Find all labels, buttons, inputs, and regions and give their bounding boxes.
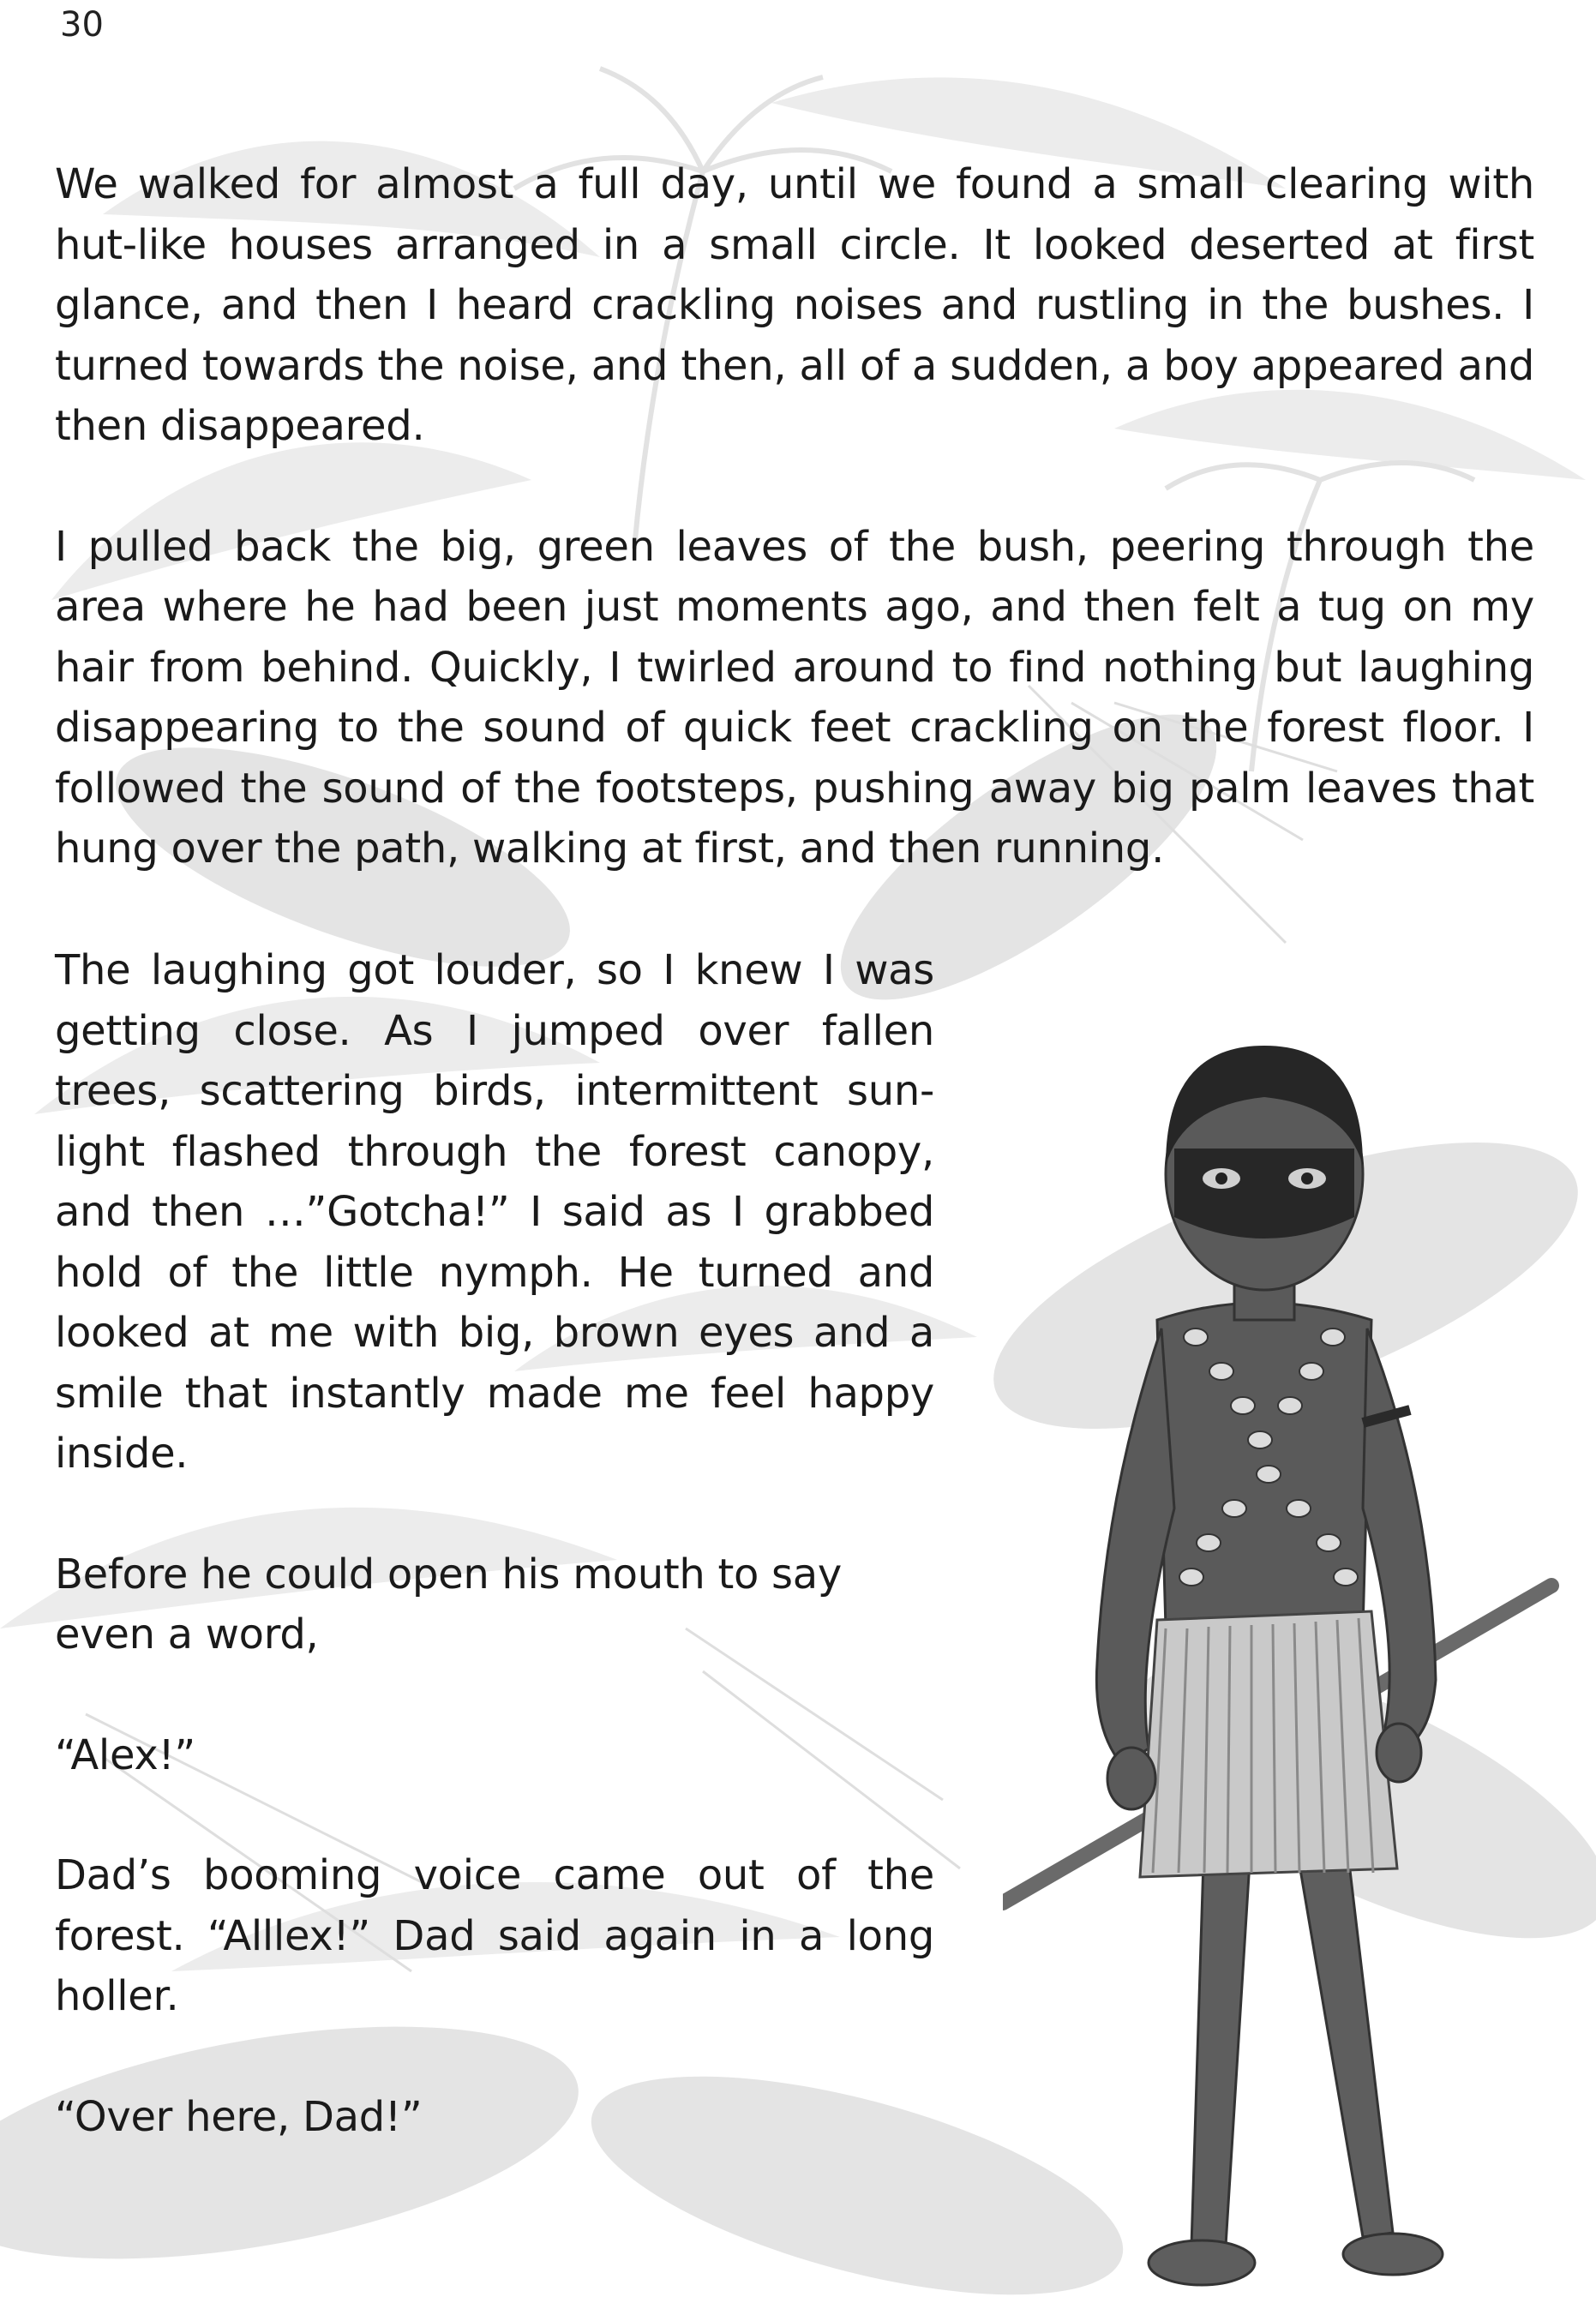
dialogue-line: “Over here, Dad!”	[55, 2092, 423, 2141]
story-text-full-width	[55, 154, 1534, 939]
story-text-column	[55, 940, 934, 2207]
tribal-boy-illustration	[1003, 977, 1569, 2314]
story-paragraph: We walked for almost a full day, until we found a small clearing with hut-like houses arranged in a small circle. It looked deserted at first glance, and then I heard crackling noises and rustling in the bushes. I turned towards the noise, and then, all of a sudden, a boy appeared and then disappeared.	[55, 160, 1534, 450]
tribal-boy-icon	[1003, 1046, 1551, 2285]
story-paragraph: Before he could open his mouth to say even a word,	[55, 1550, 842, 1658]
story-paragraph: The laughing got louder, so I knew I was getting close. As I jumped over fallen trees, scattering birds, intermittent sun-light flashed through the forest canopy, and then …”Gotcha!” I said as I grabbed hold of the little nymph. He turned and looked at me with big, brown eyes and a smile that instantly made me feel happy inside.	[55, 946, 934, 1478]
page-number: 30	[60, 5, 104, 45]
story-paragraph: I pulled back the big, green leaves of the bush, peering through the area where he had been just moments ago, and then felt a tug on my hair from behind. Quickly, I twirled around to find nothing but laughing disappearing to the sound of quick feet crackling on the forest floor. I followed the sound of the footsteps, pushing away big palm leaves that hung over the path, walking at first, and then running.	[55, 522, 1534, 873]
story-paragraph: Dad’s booming voice came out of the forest. “Alllex!” Dad said again in a long holler.	[55, 1851, 934, 2020]
dialogue-line: “Alex!”	[55, 1730, 195, 1779]
